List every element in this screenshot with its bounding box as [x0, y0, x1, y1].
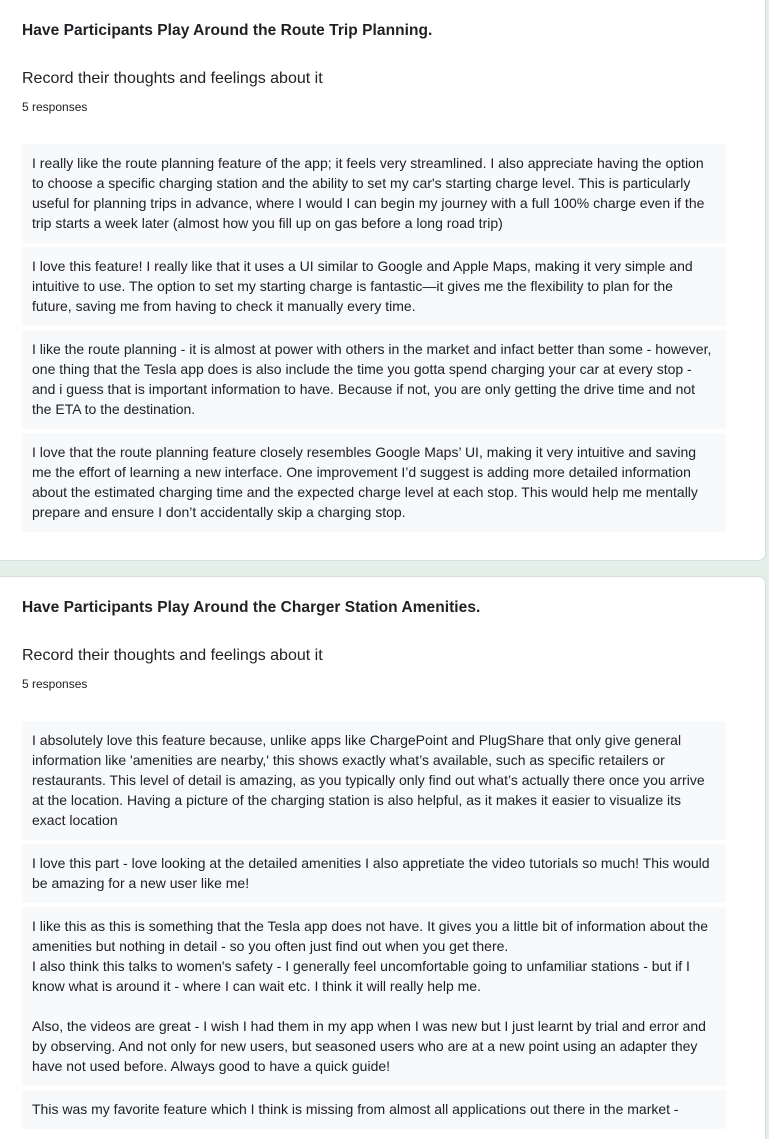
question-card-charger-amenities — [0, 576, 766, 1139]
response-item: I like this as this is something that the Tesla app does not have. It gives you a little bit of information about the amenities but nothing in detail - so you often just find out when you get there. I also think this talks to women's safety - I generally feel uncomfortable going to unfamiliar stations - but if I know what is around it - where I can wait etc. I think it will really help me. Also, the videos are great - I wish I had them in my app when I was new but I just learnt by trial and error and by observing. And not only for new users, but seasoned users who are at a new point using an adapter they have not used before. Always good to have a quick guide! — [22, 907, 726, 1086]
response-list — [22, 721, 726, 1133]
response-item: I love that the route planning feature closely resembles Google Maps’ UI, making it very intuitive and saving me the effort of learning a new interface. One improvement I’d suggest is adding more detailed information about the estimated charging time and the expected charge level at each stop. This would help me mentally prepare and ensure I don’t accidentally skip a charging stop. — [22, 433, 726, 532]
question-description: Record their thoughts and feelings about it — [22, 70, 323, 87]
response-item: This was my favorite feature which I think is missing from almost all applications out there in the market - — [22, 1090, 726, 1129]
response-item: I love this feature! I really like that it uses a UI similar to Google and Apple Maps, making it very simple and intuitive to use. The option to set my starting charge is fantastic—it gives me the flexibility to plan for the future, saving me from having to check it manually every time. — [22, 247, 726, 326]
response-count: 5 responses — [22, 100, 88, 114]
response-item: I really like the route planning feature of the app; it feels very streamlined. I also appreciate having the option to choose a specific charging station and the ability to set my car's starting charge level. This is particularly useful for planning trips in advance, where I would I can begin my journey with a full 100% charge even if the trip starts a week later (almost how you fill up on gas before a long road trip) — [22, 144, 726, 243]
question-title: Have Participants Play Around the Route Trip Planning. — [22, 22, 433, 39]
response-item: I love this part - love looking at the detailed amenities I also appretiate the video tutorials so much! This would be amazing for a new user like me! — [22, 844, 726, 903]
response-count: 5 responses — [22, 677, 88, 691]
response-list — [22, 144, 726, 536]
question-card-route-planning — [0, 0, 766, 561]
response-item: I absolutely love this feature because, unlike apps like ChargePoint and PlugShare that only give general information like 'amenities are nearby,' this shows exactly what’s available, such as specific retailers or restaurants. This level of detail is amazing, as you typically only find out what’s actually there once you arrive at the location. Having a picture of the charging station is also helpful, as it makes it easier to visualize its exact location — [22, 721, 726, 840]
question-title: Have Participants Play Around the Charger Station Amenities. — [22, 599, 481, 616]
response-item: I like the route planning - it is almost at power with others in the market and infact better than some - however, one thing that the Tesla app does is also include the time you gotta spend charging your car at every stop - and i guess that is important information to have. Because if not, you are only getting the drive time and not the ETA to the destination. — [22, 330, 726, 429]
question-description: Record their thoughts and feelings about it — [22, 647, 323, 664]
